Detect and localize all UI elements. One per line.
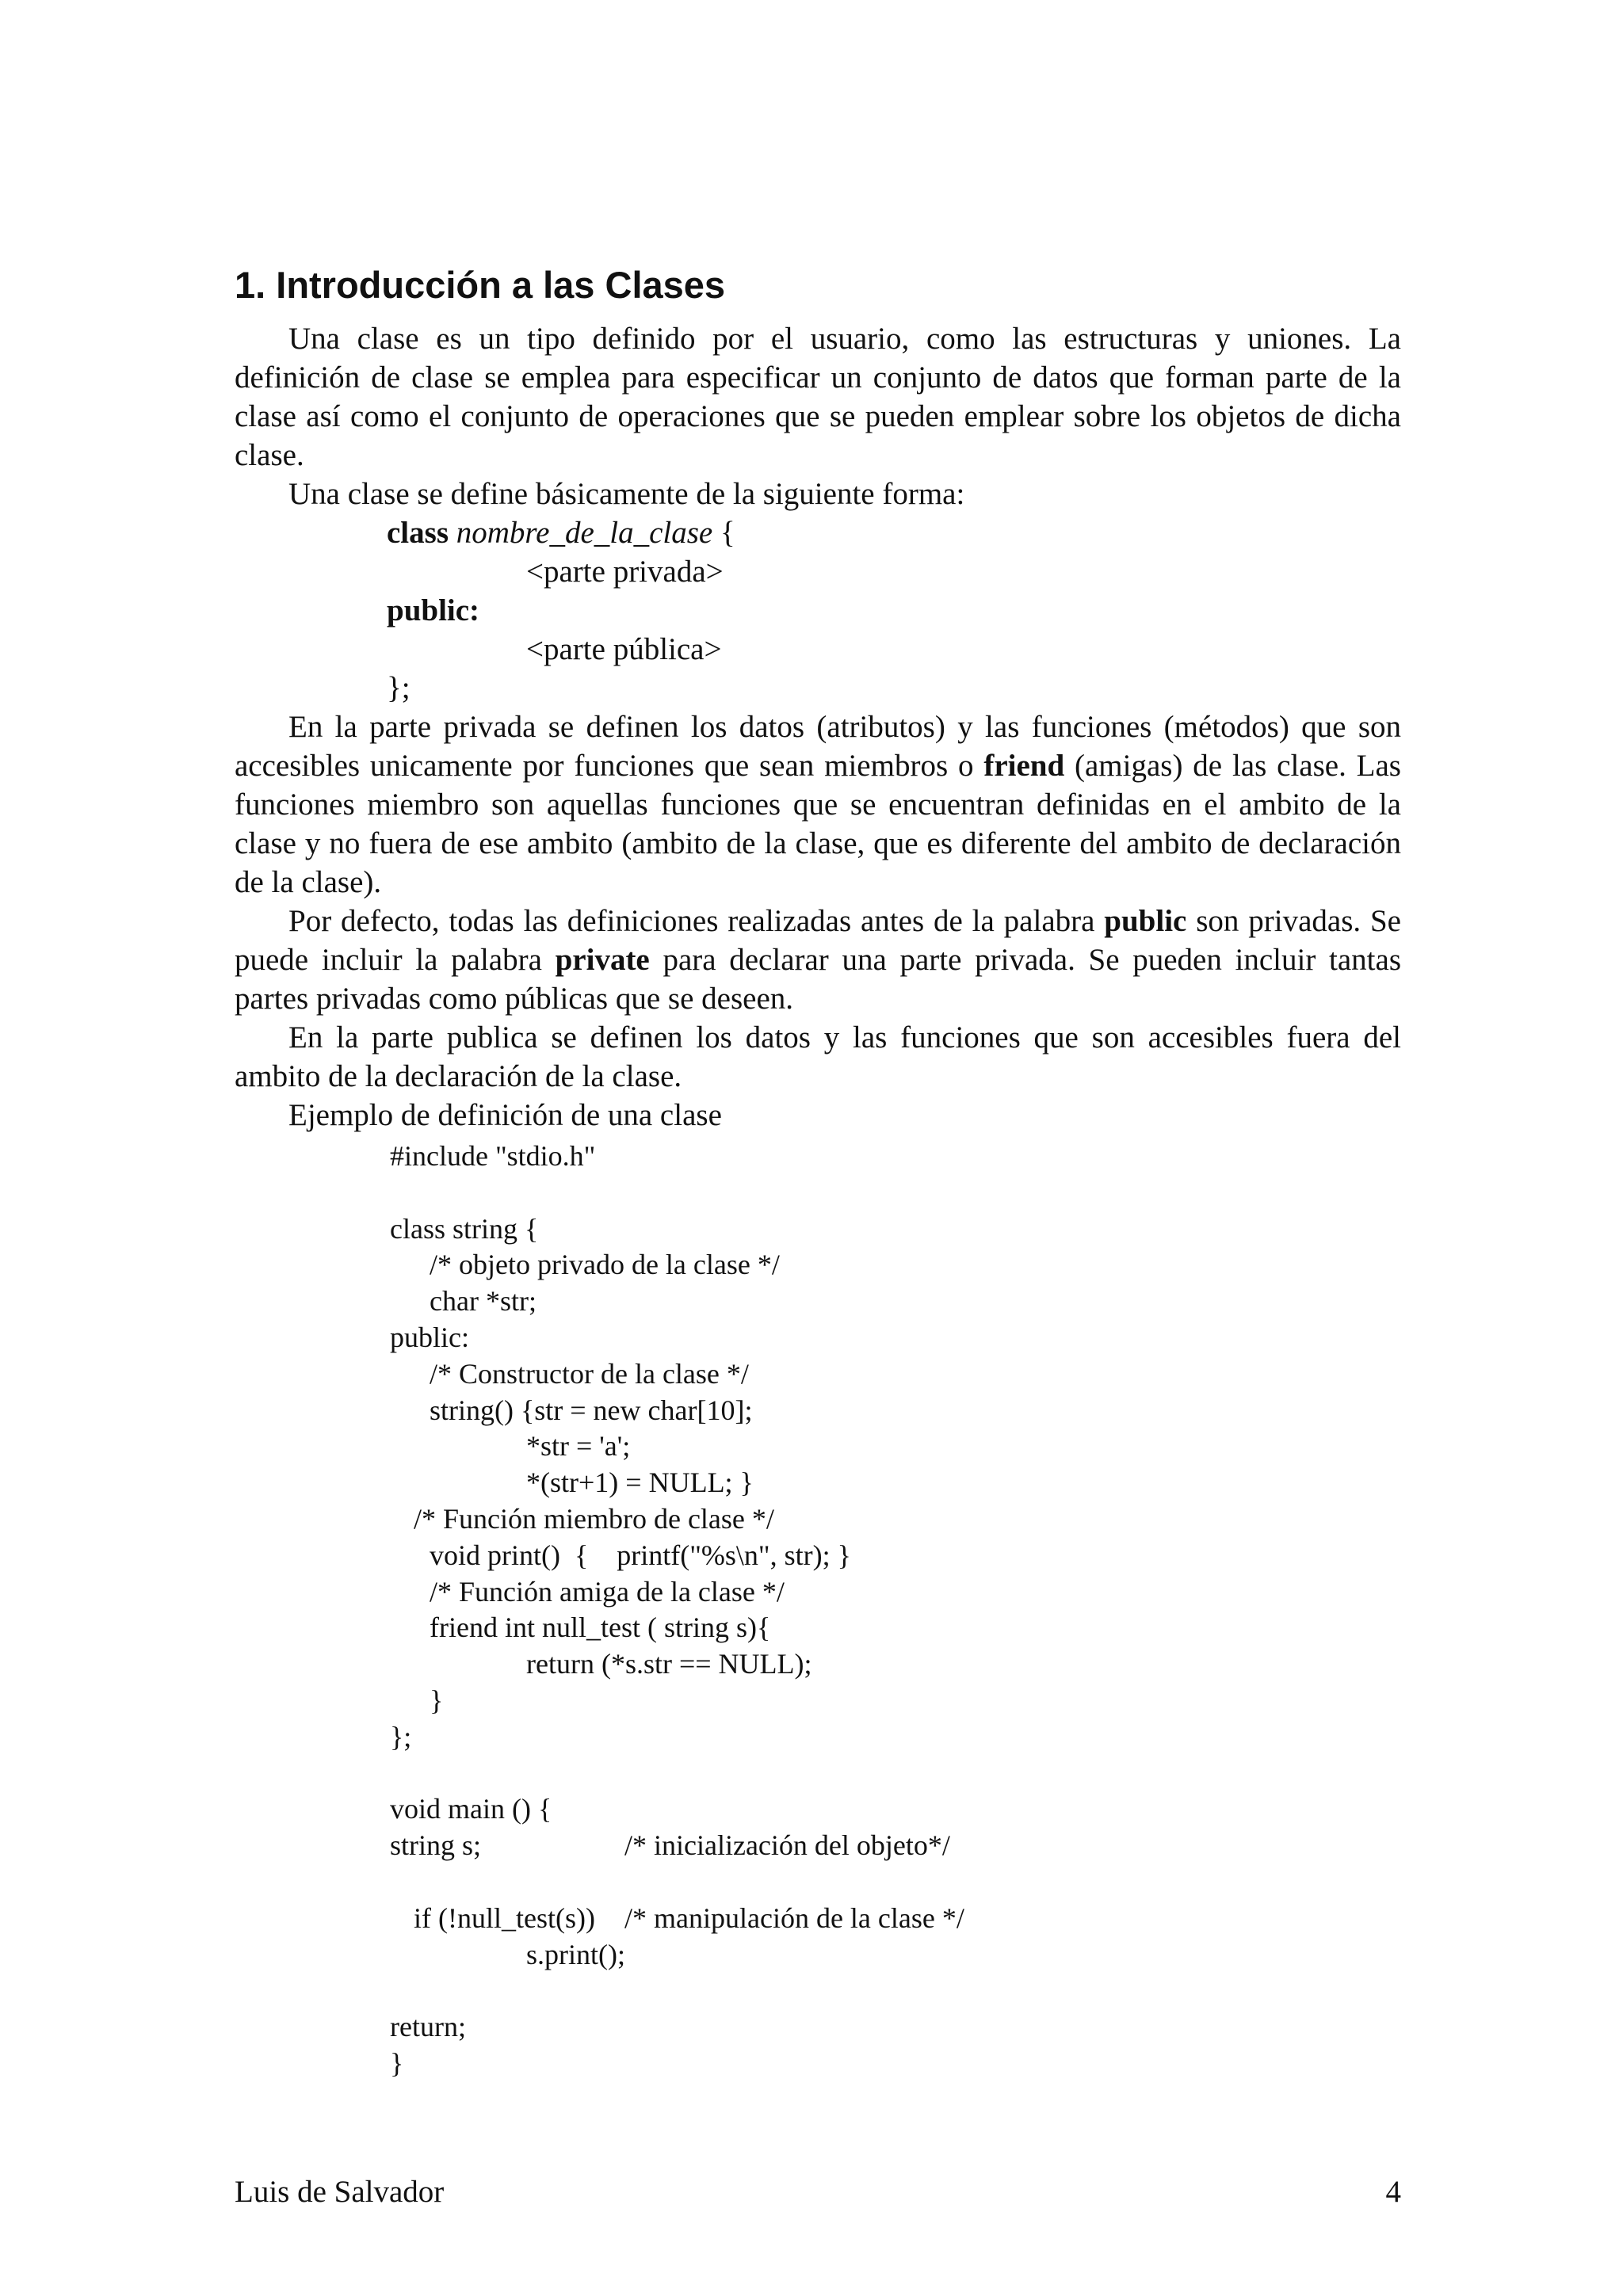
text-segment: son privadas. Se puede incluir la palabra bbox=[235, 904, 1401, 977]
footer-author: Luis de Salvador bbox=[235, 2175, 445, 2209]
code-line: string() {str = new char[10]; bbox=[430, 1394, 753, 1426]
code-comment: /* manipulación de la clase */ bbox=[624, 1901, 964, 1934]
keyword-public: public: bbox=[387, 593, 480, 627]
code-line: #include "stdio.h" bbox=[390, 1140, 596, 1172]
keyword-class: class bbox=[387, 516, 449, 550]
body-text bbox=[235, 319, 1401, 1135]
paragraph-public-part: En la parte publica se definen los datos y las funciones que son accesibles fuera del ambito de la declaración de la clase. bbox=[235, 1020, 1401, 1093]
code-line: /* Función miembro de clase */ bbox=[414, 1502, 774, 1535]
code-line: } bbox=[430, 1684, 444, 1716]
code-line: /* Función amiga de la clase */ bbox=[430, 1575, 785, 1608]
paragraph-example-lead: Ejemplo de definición de una clase bbox=[288, 1098, 722, 1132]
paragraph-private-part bbox=[235, 707, 1401, 902]
code-line bbox=[390, 1901, 964, 1937]
keyword-private-inline: private bbox=[555, 943, 650, 977]
code-line: *(str+1) = NULL; } bbox=[526, 1466, 754, 1499]
code-line: /* objeto privado de la clase */ bbox=[430, 1249, 780, 1281]
code-line: return (*s.str == NULL); bbox=[526, 1648, 812, 1680]
code-line: char *str; bbox=[430, 1285, 537, 1318]
code-line: } bbox=[390, 2046, 404, 2079]
code-line: s.print(); bbox=[526, 1938, 625, 1970]
code-segment: string s; bbox=[390, 1829, 482, 1862]
code-line bbox=[390, 1828, 964, 1864]
code-line: void main () { bbox=[390, 1793, 552, 1825]
schema-line-public-keyword bbox=[235, 591, 1401, 630]
footer-page-number: 4 bbox=[1385, 2175, 1401, 2209]
schema-line-public: <parte pública> bbox=[526, 632, 722, 666]
class-name-placeholder: nombre_de_la_clase bbox=[456, 516, 713, 550]
code-blank-line bbox=[390, 1175, 964, 1211]
section-heading: 1. Introducción a las Clases bbox=[235, 264, 726, 306]
code-line: class string { bbox=[390, 1212, 539, 1245]
code-blank-line bbox=[390, 1756, 964, 1792]
code-blank-line bbox=[390, 1864, 964, 1901]
text-segment: para declarar una parte privada. Se pueden incluir tantas partes privadas como públicas que se deseen. bbox=[235, 943, 1401, 1016]
code-example bbox=[390, 1138, 964, 2082]
code-line: /* Constructor de la clase */ bbox=[430, 1357, 749, 1390]
schema-line-private: <parte privada> bbox=[526, 555, 724, 589]
code-line: return; bbox=[390, 2011, 466, 2043]
schema-line-close: }; bbox=[387, 671, 411, 705]
keyword-public-inline: public bbox=[1104, 904, 1187, 938]
paragraph-definition-lead: Una clase se define básicamente de la siguiente forma: bbox=[288, 477, 965, 511]
paragraph-default-private bbox=[235, 902, 1401, 1018]
code-line: public: bbox=[390, 1321, 469, 1353]
schema-line-class bbox=[235, 513, 1401, 552]
open-brace: { bbox=[712, 516, 735, 550]
text-segment: Por defecto, todas las definiciones realizadas antes de la palabra bbox=[288, 904, 1105, 938]
code-segment: if (!null_test(s)) bbox=[414, 1901, 595, 1934]
code-line: }; bbox=[390, 1720, 412, 1753]
code-comment: /* inicialización del objeto*/ bbox=[624, 1829, 950, 1862]
keyword-friend: friend bbox=[983, 749, 1065, 783]
paragraph-intro: Una clase es un tipo definido por el usuario, como las estructuras y uniones. La definición de clase se emplea para especificar un conjunto de datos que forman parte de la clase así como el conjunto de operaciones que se pueden emplear sobre los objetos de dicha clase. bbox=[235, 322, 1401, 472]
text-segment: (amigas) de las clase. Las funciones miembro son aquellas funciones que se encuentran definidas en el ambito de la clase y no fuera de ese ambito (ambito de la clase, que es diferente del ambito de declaración de la clase). bbox=[235, 749, 1401, 899]
code-line: void print() { printf("%s\n", str); } bbox=[430, 1539, 851, 1571]
code-line: friend int null_test ( string s){ bbox=[430, 1611, 771, 1644]
code-line: *str = 'a'; bbox=[526, 1430, 631, 1463]
class-syntax-schema bbox=[235, 513, 1401, 707]
text-segment: En la parte privada se definen los datos (atributos) y las funciones (métodos) que son accesibles unicamente por funciones que sean miembros o bbox=[235, 710, 1401, 783]
code-blank-line bbox=[390, 1973, 964, 2009]
